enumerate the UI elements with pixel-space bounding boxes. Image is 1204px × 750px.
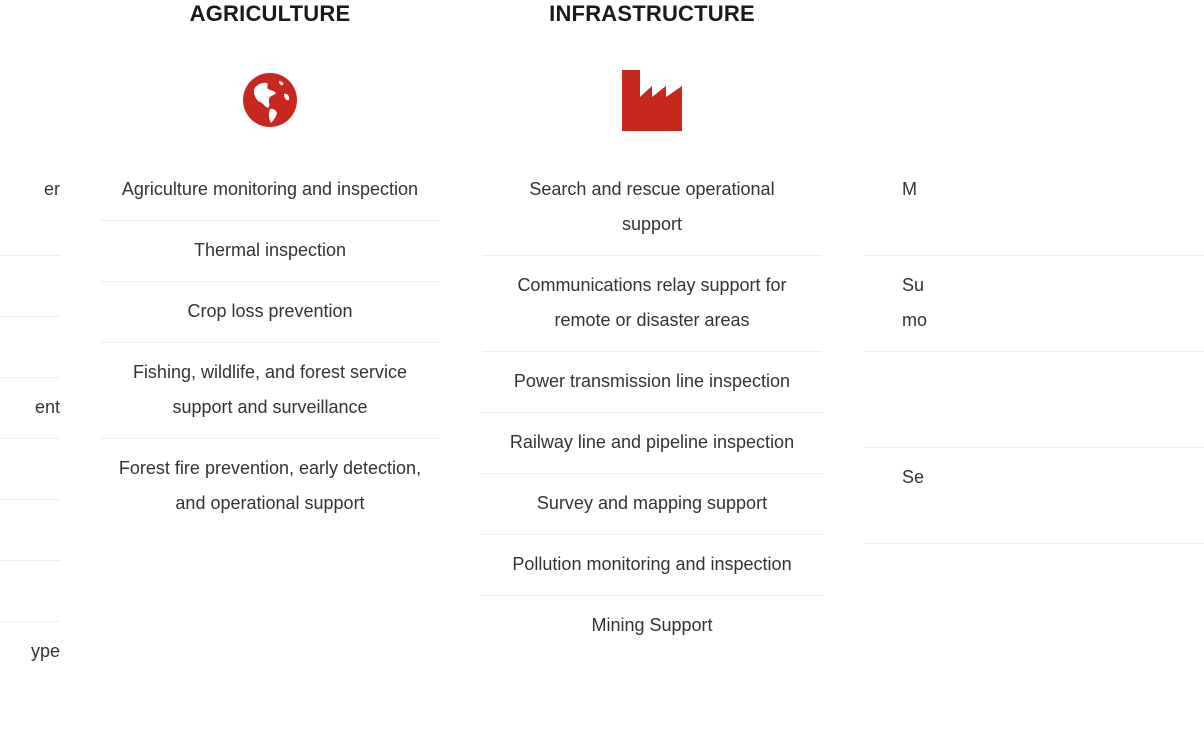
left-item-list [0,160,60,682]
infrastructure-item-list [482,160,822,656]
infrastructure-column [482,0,822,656]
agriculture-title: AGRICULTURE [189,1,351,26]
list-item: ent [0,378,60,439]
list-item: Crop loss prevention [100,282,440,343]
list-item: Agriculture monitoring and inspection [100,160,440,221]
list-item: Railway line and pipeline inspection [482,413,822,474]
list-item: Communications relay support for remote or disaster areas [482,256,822,352]
list-item [0,256,60,317]
factory-icon [482,70,822,130]
agriculture-column [100,0,440,534]
agriculture-item-list [100,160,440,534]
list-item: Su mo [864,256,1204,352]
column-partial-right [864,0,1204,544]
list-item: Mining Support [591,615,713,635]
list-item [0,500,60,561]
list-item: ype [30,641,60,661]
list-item: er [0,160,60,256]
list-item: Forest fire prevention, early detection, and operational support [118,458,422,513]
column-partial-left [0,0,60,682]
list-item: Search and rescue operational support [482,160,822,256]
list-item: Thermal inspection [100,221,440,282]
infrastructure-title: INFRASTRUCTURE [549,1,755,26]
list-item: Power transmission line inspection [482,352,822,413]
list-item: Fishing, wildlife, and forest service support and surveillance [100,343,440,439]
list-item [0,439,60,500]
list-item: Survey and mapping support [482,474,822,535]
list-item: Pollution monitoring and inspection [482,535,822,596]
list-item [0,561,60,622]
right-item-list [864,160,1204,544]
globe-icon [100,70,440,130]
list-item: Se [864,448,1204,544]
list-item [0,317,60,378]
list-item: M [864,160,1204,256]
list-item [864,352,1204,448]
